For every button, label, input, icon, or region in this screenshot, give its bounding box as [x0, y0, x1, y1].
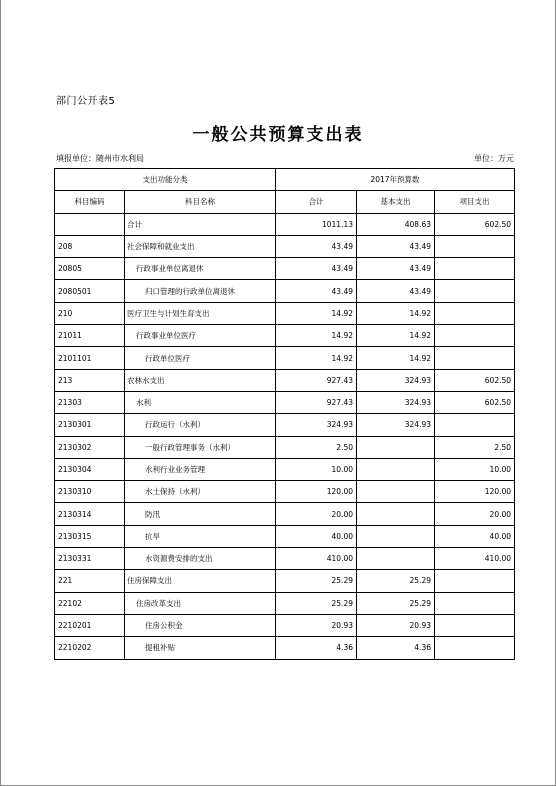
col-header-code: 科目编码	[55, 191, 125, 213]
table-row	[55, 369, 515, 391]
table-row	[55, 503, 515, 525]
table-row	[55, 347, 515, 369]
cell-basic: 408.63	[357, 213, 435, 235]
cell-project: 10.00	[435, 458, 515, 480]
col-header-basic: 基本支出	[357, 191, 435, 213]
cell-name: 行政事业单位离退休	[125, 258, 276, 280]
cell-total: 927.43	[276, 369, 357, 391]
cell-name: 水土保持（水利）	[125, 481, 276, 503]
col-header-name: 科目名称	[125, 191, 276, 213]
cell-total: 10.00	[276, 458, 357, 480]
page-title: 一般公共预算支出表	[192, 125, 364, 145]
cell-code: 2101101	[55, 347, 125, 369]
cell-name: 防汛	[125, 503, 276, 525]
cell-basic: 324.93	[357, 369, 435, 391]
cell-basic	[357, 436, 435, 458]
budget-table	[54, 168, 515, 660]
table-row	[55, 481, 515, 503]
table-row	[55, 525, 515, 547]
cell-project	[435, 258, 515, 280]
col-header-project: 项目支出	[435, 191, 515, 213]
table-row	[55, 570, 515, 592]
cell-code: 2130302	[55, 436, 125, 458]
cell-project	[435, 614, 515, 636]
dept-label: 部门公开表5	[56, 96, 116, 107]
cell-total: 20.00	[276, 503, 357, 525]
cell-basic: 324.93	[357, 414, 435, 436]
cell-name: 农林水支出	[125, 369, 276, 391]
table-group-header-row	[55, 169, 515, 191]
table-row	[55, 458, 515, 480]
cell-basic: 4.36	[357, 637, 435, 659]
cell-basic: 43.49	[357, 258, 435, 280]
cell-code: 213	[55, 369, 125, 391]
cell-code: 210	[55, 302, 125, 324]
cell-name: 行政单位医疗	[125, 347, 276, 369]
cell-project	[435, 280, 515, 302]
cell-name: 合计	[125, 213, 276, 235]
cell-project: 40.00	[435, 525, 515, 547]
cell-name: 一般行政管理事务（水利）	[125, 436, 276, 458]
cell-code: 21011	[55, 325, 125, 347]
cell-basic: 324.93	[357, 391, 435, 413]
cell-basic: 20.93	[357, 614, 435, 636]
cell-basic: 14.92	[357, 325, 435, 347]
cell-project: 410.00	[435, 548, 515, 570]
cell-code: 2130331	[55, 548, 125, 570]
cell-basic	[357, 525, 435, 547]
cell-project: 602.50	[435, 391, 515, 413]
cell-name: 水利行业业务管理	[125, 458, 276, 480]
reporting-unit: 填报单位：随州市水利局	[56, 154, 144, 163]
cell-total: 410.00	[276, 548, 357, 570]
cell-total: 14.92	[276, 302, 357, 324]
cell-code	[55, 213, 125, 235]
cell-project: 602.50	[435, 213, 515, 235]
cell-code: 2210202	[55, 637, 125, 659]
cell-project: 602.50	[435, 369, 515, 391]
table-row	[55, 592, 515, 614]
table-row	[55, 213, 515, 235]
table-row	[55, 325, 515, 347]
cell-total: 43.49	[276, 258, 357, 280]
currency-unit: 单位：万元	[474, 154, 514, 163]
cell-project	[435, 592, 515, 614]
cell-basic: 43.49	[357, 235, 435, 257]
table-column-header-row	[55, 191, 515, 213]
cell-name: 抗旱	[125, 525, 276, 547]
cell-name: 提租补贴	[125, 637, 276, 659]
cell-name: 水资源费安排的支出	[125, 548, 276, 570]
group-header-function-class: 支出功能分类	[55, 169, 276, 191]
cell-code: 2130310	[55, 481, 125, 503]
table-row	[55, 280, 515, 302]
cell-name: 社会保障和就业支出	[125, 235, 276, 257]
cell-total: 14.92	[276, 325, 357, 347]
table-row	[55, 258, 515, 280]
cell-total: 927.43	[276, 391, 357, 413]
cell-basic: 25.29	[357, 570, 435, 592]
cell-basic	[357, 548, 435, 570]
table-row	[55, 235, 515, 257]
cell-code: 21303	[55, 391, 125, 413]
cell-total: 4.36	[276, 637, 357, 659]
cell-total: 1011.13	[276, 213, 357, 235]
cell-code: 2210201	[55, 614, 125, 636]
cell-project: 120.00	[435, 481, 515, 503]
table-row	[55, 391, 515, 413]
cell-name: 住房改革支出	[125, 592, 276, 614]
cell-project	[435, 302, 515, 324]
cell-name: 水利	[125, 391, 276, 413]
cell-name: 行政运行（水利）	[125, 414, 276, 436]
table-body	[55, 213, 515, 659]
cell-project	[435, 325, 515, 347]
cell-basic: 43.49	[357, 280, 435, 302]
cell-code: 20805	[55, 258, 125, 280]
cell-code: 208	[55, 235, 125, 257]
cell-total: 43.49	[276, 235, 357, 257]
cell-total: 2.50	[276, 436, 357, 458]
cell-total: 324.93	[276, 414, 357, 436]
cell-basic	[357, 503, 435, 525]
cell-basic: 25.29	[357, 592, 435, 614]
cell-project	[435, 637, 515, 659]
cell-name: 归口管理的行政单位离退休	[125, 280, 276, 302]
cell-total: 25.29	[276, 592, 357, 614]
cell-total: 40.00	[276, 525, 357, 547]
cell-basic	[357, 458, 435, 480]
cell-project	[435, 570, 515, 592]
cell-code: 221	[55, 570, 125, 592]
table-row	[55, 548, 515, 570]
cell-code: 2130301	[55, 414, 125, 436]
table-row	[55, 637, 515, 659]
cell-project	[435, 347, 515, 369]
col-header-total: 合计	[276, 191, 357, 213]
cell-name: 行政事业单位医疗	[125, 325, 276, 347]
cell-project: 2.50	[435, 436, 515, 458]
table-row	[55, 414, 515, 436]
table-row	[55, 302, 515, 324]
table-row	[55, 436, 515, 458]
cell-code: 22102	[55, 592, 125, 614]
cell-code: 2130315	[55, 525, 125, 547]
cell-total: 25.29	[276, 570, 357, 592]
cell-total: 43.49	[276, 280, 357, 302]
cell-total: 20.93	[276, 614, 357, 636]
cell-project	[435, 414, 515, 436]
cell-total: 120.00	[276, 481, 357, 503]
cell-code: 2130304	[55, 458, 125, 480]
cell-basic: 14.92	[357, 302, 435, 324]
cell-code: 2130314	[55, 503, 125, 525]
cell-code: 2080501	[55, 280, 125, 302]
cell-project	[435, 235, 515, 257]
cell-name: 住房公积金	[125, 614, 276, 636]
cell-basic: 14.92	[357, 347, 435, 369]
cell-name: 医疗卫生与计划生育支出	[125, 302, 276, 324]
table-row	[55, 614, 515, 636]
cell-name: 住房保障支出	[125, 570, 276, 592]
group-header-budget-year: 2017年预算数	[276, 169, 515, 191]
cell-total: 14.92	[276, 347, 357, 369]
cell-basic	[357, 481, 435, 503]
cell-project: 20.00	[435, 503, 515, 525]
